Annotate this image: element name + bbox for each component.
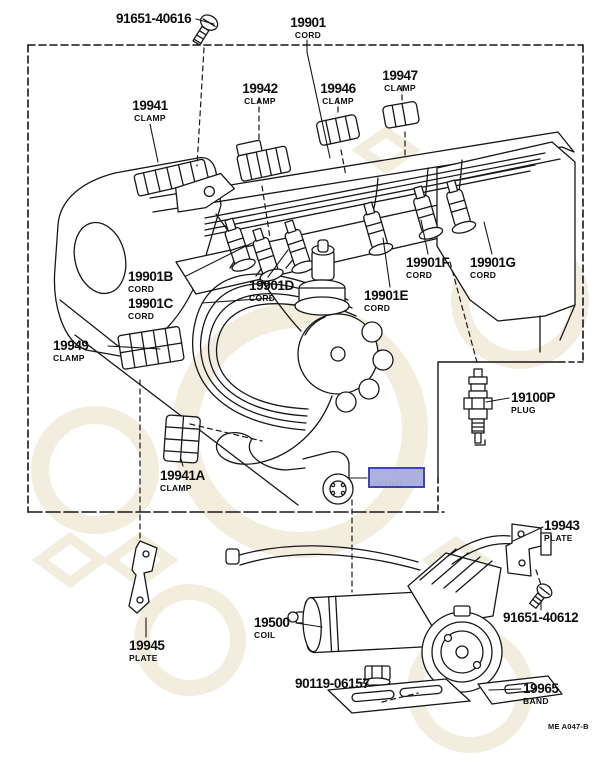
part-number: 19100P xyxy=(511,390,556,405)
part-label-19949[interactable] xyxy=(53,339,89,362)
part-type: CORD xyxy=(470,269,497,280)
part-type: CLAMP xyxy=(53,352,85,363)
part-type: CORD xyxy=(294,29,322,40)
part-number: 19947 xyxy=(382,68,418,83)
part-number: 19901D xyxy=(249,278,294,293)
part-label-19947[interactable] xyxy=(382,69,418,92)
part-number: 19901E xyxy=(364,288,409,303)
drawing-code: ME A047-B xyxy=(548,722,589,731)
part-type: CORD xyxy=(128,283,155,294)
part-type: CORD xyxy=(364,302,391,313)
part-type: PLUG xyxy=(511,404,536,415)
part-type: COIL xyxy=(254,629,276,640)
part-type: PLATE xyxy=(129,652,158,663)
part-number: 19942 xyxy=(242,81,278,96)
part-type: CLAMP xyxy=(322,95,354,106)
part-type: CORD xyxy=(406,269,433,280)
part-label-19901D[interactable] xyxy=(249,279,294,302)
part-number: 19943 xyxy=(544,518,580,533)
part-label-19100P[interactable] xyxy=(511,391,555,414)
part-label-90119-06157[interactable] xyxy=(295,677,369,691)
part-number: 19941 xyxy=(132,98,168,113)
part-number: 19965 xyxy=(523,681,559,696)
selected-part-highlight[interactable] xyxy=(368,467,425,488)
part-number: 90119-06157 xyxy=(295,676,370,691)
part-label-91651-40612[interactable] xyxy=(503,611,578,625)
part-label-19500[interactable] xyxy=(254,616,290,639)
part-label-19965[interactable] xyxy=(523,682,559,705)
part-number: 19901B xyxy=(128,269,173,284)
part-number: 19945 xyxy=(129,638,165,653)
part-type: CLAMP xyxy=(134,112,166,123)
part-label-19901C[interactable] xyxy=(128,297,173,320)
part-label-19901[interactable] xyxy=(290,16,326,39)
part-type: CLAMP xyxy=(244,95,276,106)
part-label-19942[interactable] xyxy=(242,82,278,105)
part-label-19943[interactable] xyxy=(544,519,580,542)
part-number: 91651-40612 xyxy=(503,610,579,625)
part-number: 19941A xyxy=(160,468,205,483)
part-label-19941A[interactable] xyxy=(160,469,205,492)
part-type: CORD xyxy=(249,292,276,303)
part-type: PLATE xyxy=(544,532,573,543)
part-number: 19901F xyxy=(406,255,450,270)
part-number: 91651-40616 xyxy=(116,11,192,26)
part-type: CORD xyxy=(128,310,155,321)
part-number: 19901C xyxy=(128,296,173,311)
part-type: CLAMP xyxy=(384,82,416,93)
part-type: CLAMP xyxy=(160,482,192,493)
part-label-19901E[interactable] xyxy=(364,289,408,312)
part-label-19901G[interactable] xyxy=(470,256,516,279)
part-label-19901B[interactable] xyxy=(128,270,173,293)
part-label-19901F[interactable] xyxy=(406,256,449,279)
part-type: BAND xyxy=(523,695,549,706)
part-number: 19901G xyxy=(470,255,516,270)
part-label-91651-40616[interactable] xyxy=(116,12,191,26)
part-label-19946[interactable] xyxy=(320,82,356,105)
part-number: 19949 xyxy=(53,338,89,353)
part-number: 19500 xyxy=(254,615,290,630)
part-number: 19946 xyxy=(320,81,356,96)
part-label-19941[interactable] xyxy=(132,99,168,122)
part-label-19945[interactable] xyxy=(129,639,165,662)
part-number: 19901 xyxy=(290,15,326,30)
